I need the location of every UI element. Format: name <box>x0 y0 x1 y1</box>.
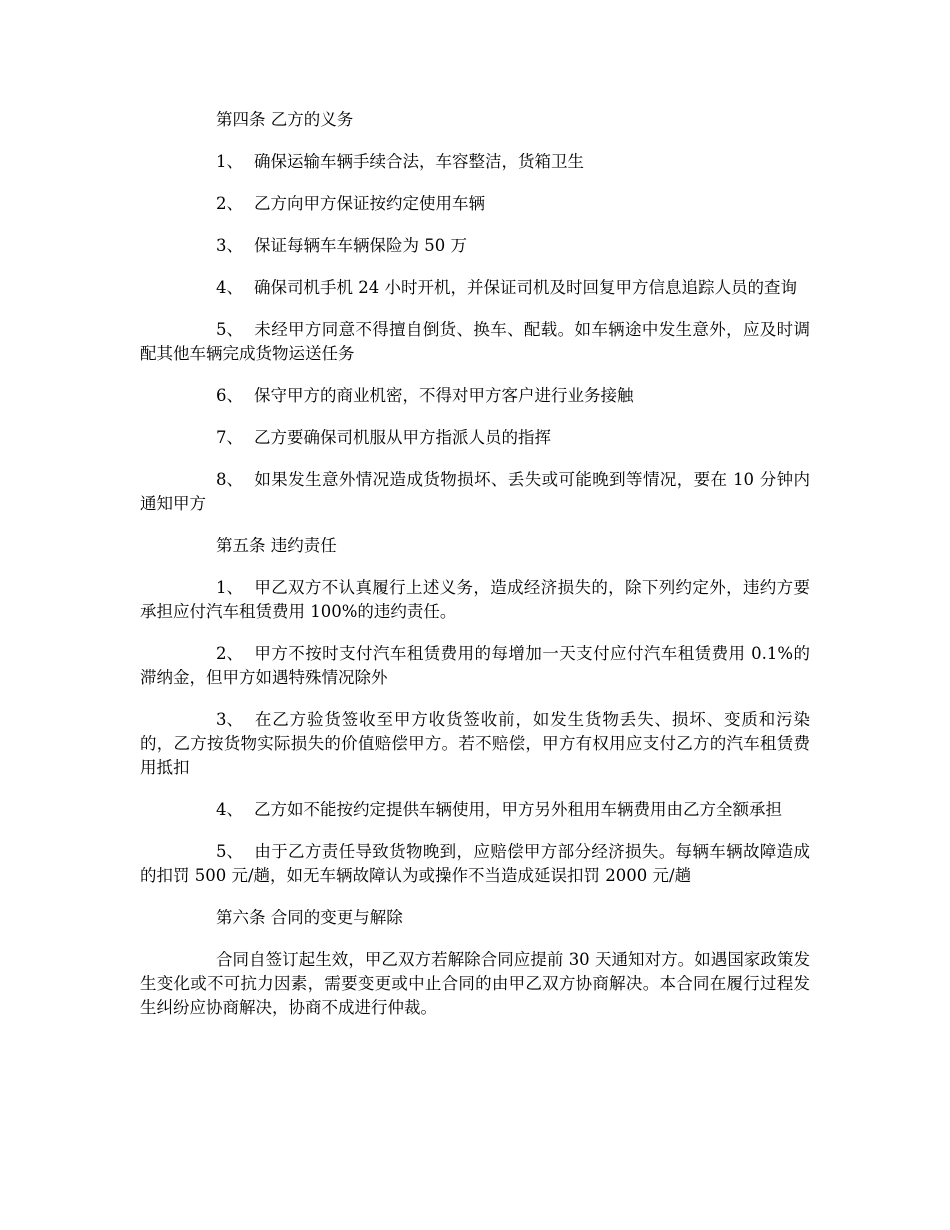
article-4-item-3 <box>140 234 810 258</box>
item-number: 8、 <box>216 470 243 489</box>
item-text: 未经甲方同意不得擅自倒货、换车、配载。如车辆途中发生意外，应及时调配其他车辆完成货物运送任务 <box>140 320 810 363</box>
article-5-heading: 第五条 违约责任 <box>216 536 337 555</box>
item-number: 2、 <box>216 194 243 213</box>
item-text: 乙方向甲方保证按约定使用车辆 <box>254 194 485 213</box>
item-number: 7、 <box>216 428 243 447</box>
item-number: 3、 <box>216 236 243 255</box>
article-4-heading: 第四条 乙方的义务 <box>216 110 354 129</box>
article-4-item-2 <box>140 192 810 216</box>
item-number: 4、 <box>216 800 243 819</box>
item-text: 保守甲方的商业机密，不得对甲方客户进行业务接触 <box>254 386 634 405</box>
item-text: 保证每辆车车辆保险为 50 万 <box>254 236 467 255</box>
item-number: 1、 <box>216 152 243 171</box>
article-5-item-1 <box>140 576 810 624</box>
item-text: 乙方如不能按约定提供车辆使用，甲方另外租用车辆费用由乙方全额承担 <box>254 800 782 819</box>
item-number: 3、 <box>216 710 243 729</box>
item-number: 6、 <box>216 386 243 405</box>
article-5-item-4 <box>140 798 810 822</box>
item-text: 确保运输车辆手续合法，车容整洁，货箱卫生 <box>254 152 584 171</box>
article-6-heading: 第六条 合同的变更与解除 <box>216 908 403 927</box>
item-number: 1、 <box>216 578 243 597</box>
item-number: 4、 <box>216 278 243 297</box>
article-4-item-6 <box>140 384 810 408</box>
item-number: 5、 <box>216 842 243 861</box>
article-4-item-5 <box>140 318 810 366</box>
article-5-item-3 <box>140 708 810 780</box>
item-text: 乙方要确保司机服从甲方指派人员的指挥 <box>254 428 551 447</box>
item-text: 由于乙方责任导致货物晚到，应赔偿甲方部分经济损失。每辆车辆故障造成的扣罚 500 元/趟，如无车辆故障认为或操作不当造成延误扣罚 2000 元/趟 <box>140 842 810 885</box>
article-4-item-1 <box>140 150 810 174</box>
document-page <box>140 108 810 1038</box>
article-4-item-7 <box>140 426 810 450</box>
article-6-body: 合同自签订起生效，甲乙双方若解除合同应提前 30 天通知对方。如遇国家政策发生变化或不可抗力因素，需要变更或中止合同的由甲乙双方协商解决。本合同在履行过程发生纠纷应协商解决，协商不成进行仲裁。 <box>140 950 810 1017</box>
article-4-item-4 <box>140 276 810 300</box>
article-5-item-2 <box>140 642 810 690</box>
item-number: 2、 <box>216 644 243 663</box>
item-text: 确保司机手机 24 小时开机，并保证司机及时回复甲方信息追踪人员的查询 <box>254 278 797 297</box>
article-4-item-8 <box>140 468 810 516</box>
item-text: 在乙方验货签收至甲方收货签收前，如发生货物丢失、损坏、变质和污染的，乙方按货物实际损失的价值赔偿甲方。若不赔偿，甲方有权用应支付乙方的汽车租赁费用抵扣 <box>140 710 810 777</box>
article-5-item-5 <box>140 840 810 888</box>
item-text: 如果发生意外情况造成货物损坏、丢失或可能晚到等情况，要在 10 分钟内通知甲方 <box>140 470 810 513</box>
item-text: 甲方不按时支付汽车租赁费用的每增加一天支付应付汽车租赁费用 0.1%的滞纳金，但甲方如遇特殊情况除外 <box>140 644 810 687</box>
item-number: 5、 <box>216 320 243 339</box>
item-text: 甲乙双方不认真履行上述义务，造成经济损失的，除下列约定外，违约方要承担应付汽车租赁费用 100%的违约责任。 <box>140 578 810 621</box>
